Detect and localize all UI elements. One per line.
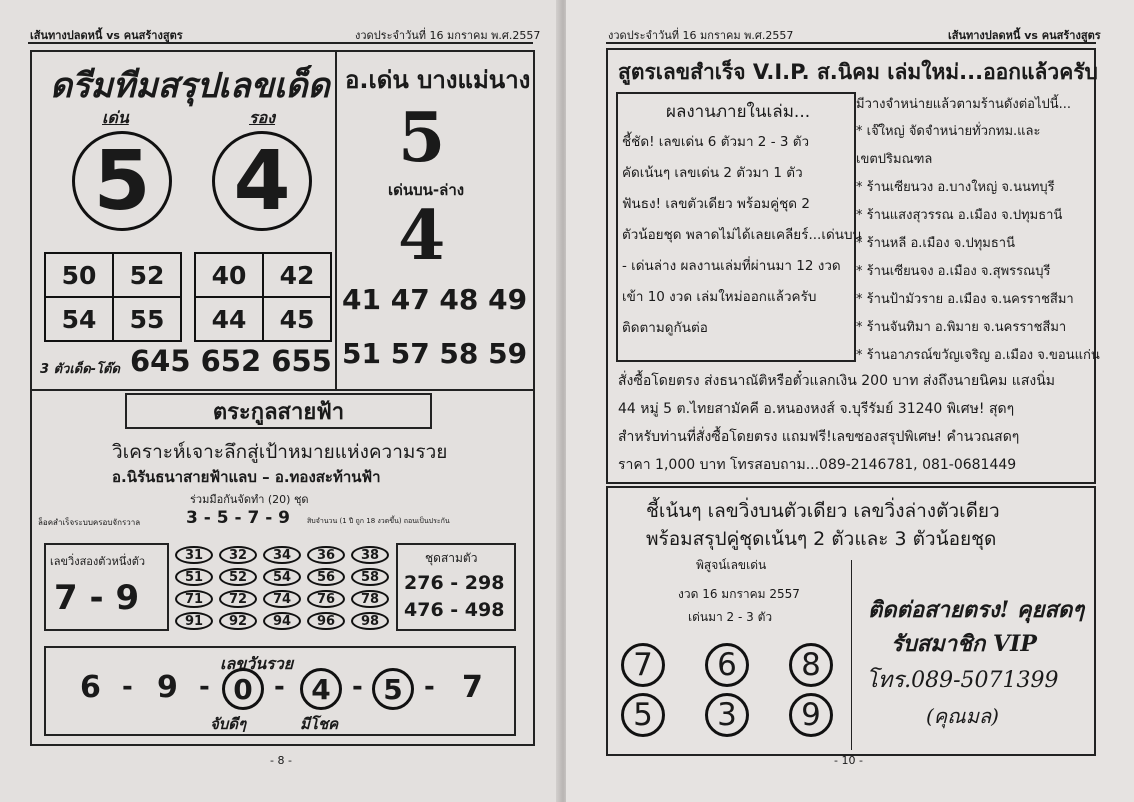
- daily-label: เลขวันรวย: [220, 654, 294, 673]
- left-header-date: งวดประจำวันที่ 16 มกราคม พ.ศ.2557: [355, 29, 541, 42]
- vip-headline: สูตรเลขสำเร็จ V.I.P. ส.นิคม เล่มใหม่...ออกแล้วครับ: [618, 60, 1098, 84]
- teacher-digit-top: 5: [398, 98, 446, 178]
- grid-cell: 44: [194, 296, 264, 342]
- proof-digit-circle: 5: [621, 693, 665, 737]
- number-pill: 58: [351, 568, 389, 586]
- number-pill: 34: [263, 546, 301, 564]
- number-pill: 96: [307, 612, 345, 630]
- proof-digit-circle: 6: [705, 643, 749, 687]
- number-pill: 56: [307, 568, 345, 586]
- inner-line: ชี้ชัด! เลขเด่น 6 ตัวมา 2 - 3 ตัว: [622, 134, 810, 150]
- proof-note: เด่นมา 2 - 3 ตัว: [688, 610, 773, 624]
- proof-date: งวด 16 มกราคม 2557: [678, 587, 800, 601]
- number-pill: 54: [263, 568, 301, 586]
- grid-cell: 55: [112, 296, 182, 342]
- daily-dash: -: [274, 672, 285, 702]
- number-pill: 98: [351, 612, 389, 630]
- two-digit-value: 7 - 9: [54, 578, 140, 618]
- proof-digit-circle: 9: [789, 693, 833, 737]
- daily-digit: 6: [80, 670, 101, 705]
- section-title: ตระกูลสายฟ้า: [125, 393, 432, 429]
- right-page-number: - 10 -: [834, 754, 863, 767]
- second-digit-circle: 4: [212, 131, 312, 231]
- proof-divider: [851, 560, 852, 750]
- shop-item: * ร้านอาภรณ์ขวัญเจริญ อ.เมือง จ.ขอนแก่น: [856, 348, 1100, 363]
- daily-digit: 7: [462, 670, 483, 705]
- daily-dash: -: [122, 672, 133, 702]
- teacher-name: อ.เด่น บางแม่นาง: [345, 66, 531, 94]
- number-pill: 76: [307, 590, 345, 608]
- promo-line-2: พร้อมสรุปคู่ชุดเน้นๆ 2 ตัวและ 3 ตัวน้อยชุด: [646, 528, 997, 550]
- lock-numbers: 3 - 5 - 7 - 9: [186, 508, 290, 528]
- grid-cell: 50: [44, 252, 114, 298]
- contact-line-1: ติดต่อสายตรง! คุยสดๆ: [868, 597, 1085, 623]
- left-hrule: [30, 389, 535, 391]
- right-header-date: งวดประจำวันที่ 16 มกราคม พ.ศ.2557: [608, 29, 794, 42]
- shop-item: * ร้านป้ามัวราย อ.เมือง จ.นครราชสีมา: [856, 292, 1074, 307]
- left-header-rule: [28, 42, 533, 44]
- left-page: [0, 0, 560, 802]
- number-pill: 71: [175, 590, 213, 608]
- inner-title: ผลงานภายในเล่ม...: [666, 102, 811, 122]
- daily-dash: -: [424, 672, 435, 702]
- daily-digit: 9: [157, 670, 178, 705]
- number-pill: 51: [175, 568, 213, 586]
- daily-digit-circled: 0: [222, 668, 264, 710]
- shop-item: * ร้านจันทิมา อ.พิมาย จ.นครราชสีมา: [856, 320, 1067, 335]
- lock-pre: ล็อคสำเร็จระบบครอบจักรวาล: [38, 518, 141, 527]
- shop-item: * ร้านเซียนจง อ.เมือง จ.สุพรรณบุรี: [856, 264, 1051, 279]
- right-page: [566, 0, 1134, 802]
- proof-digit-circle: 7: [621, 643, 665, 687]
- three-digit-numbers: 645 652 655: [130, 344, 332, 378]
- number-pill: 72: [219, 590, 257, 608]
- main-digit-circle: 5: [72, 131, 172, 231]
- teacher-label: เด่นบน-ล่าง: [388, 181, 465, 199]
- contact-line-2: รับสมาชิก VIP: [891, 631, 1037, 657]
- right-header-rule: [606, 42, 1096, 44]
- shop-item: เขตปริมณฑล: [856, 152, 933, 167]
- order-line: สั่งซื้อโดยตรง ส่งธนาณัติหรือตั๋วแลกเงิน 200 บาท ส่งถึงนายนิคม แสงนิ่ม: [618, 373, 1056, 389]
- promo-line-1: ชี้เน้นๆ เลขวิ่งบนตัวเดียว เลขวิ่งล่างตัวเดียว: [646, 500, 1000, 522]
- grid-cell: 45: [262, 296, 332, 342]
- teacher-row-1: 41 47 48 49: [342, 283, 528, 316]
- proof-digit-circle: 3: [705, 693, 749, 737]
- right-header-title: เส้นทางปลดหนี้ vs คนสร้างสูตร: [948, 29, 1101, 42]
- inner-line: ตัวน้อยชุด พลาดไม่ได้เลยเคลียร์...เด่นบน: [622, 227, 862, 243]
- lucky-text-2: มีโชค: [300, 715, 339, 733]
- dream-team-banner: ดรีมทีมสรุปเลขเด็ด: [50, 66, 330, 106]
- inner-line: ฟันธง! เลขตัวเดียว พร้อมคู่ชุด 2: [622, 196, 810, 212]
- label-main: เด่น: [102, 108, 129, 127]
- daily-digit-circled: 5: [372, 668, 414, 710]
- lock-post: สิบจำนวน (1 ปี ถูก 18 งวดขึ้น) ถอนเป็นประกัน: [307, 517, 450, 525]
- number-pill: 38: [351, 546, 389, 564]
- authors-line: อ.นิรันธนาสายฟ้าแลบ – อ.ทองสะท้านฟ้า: [112, 468, 381, 486]
- proof-title: พิสูจน์เลขเด่น: [696, 558, 767, 572]
- number-pill: 32: [219, 546, 257, 564]
- grid-cell: 54: [44, 296, 114, 342]
- two-digit-label: เลขวิ่งสองตัวหนึ่งตัว: [50, 555, 146, 568]
- analysis-line: วิเคราะห์เจาะลึกสู่เป้าหมายแห่งความรวย: [112, 441, 448, 463]
- number-pill: 36: [307, 546, 345, 564]
- order-line: 44 หมู่ 5 ต.ไทยสามัคคี อ.หนองหงส์ จ.บุรีรัมย์ 31240 พิเศษ! สุดๆ: [618, 401, 1015, 417]
- contact-phone: โทร.089-5071399: [866, 668, 1059, 693]
- three-digit-label: 3 ตัวเด็ด-โต๊ด: [40, 362, 120, 377]
- left-page-number: - 8 -: [270, 754, 292, 767]
- daily-dash: -: [352, 672, 363, 702]
- left-divider: [335, 50, 337, 390]
- left-header-title: เส้นทางปลดหนี้ vs คนสร้างสูตร: [30, 29, 183, 42]
- three-set-1: 276 - 298: [404, 572, 505, 594]
- shop-item: * ร้านหลี อ.เมือง จ.ปทุมธานี: [856, 236, 1015, 251]
- grid-cell: 52: [112, 252, 182, 298]
- order-line: ราคา 1,000 บาท โทรสอบถาม...089-2146781, 081-0681449: [618, 457, 1017, 473]
- shop-item: * เจ๊ใหญ่ จัดจำหน่ายทั่วกทม.และ: [856, 124, 1041, 139]
- number-pill: 78: [351, 590, 389, 608]
- shop-item: * ร้านเซียนวง อ.บางใหญ่ จ.นนทบุรี: [856, 180, 1055, 195]
- number-pill: 94: [263, 612, 301, 630]
- daily-digit-circled: 4: [300, 668, 342, 710]
- contact-name: (คุณมล): [926, 704, 999, 728]
- three-set-label: ชุดสามตัว: [425, 551, 478, 565]
- inner-line: คัดเน้นๆ เลขเด่น 2 ตัวมา 1 ตัว: [622, 165, 803, 181]
- daily-dash: -: [199, 672, 210, 702]
- number-pill: 52: [219, 568, 257, 586]
- number-pill: 31: [175, 546, 213, 564]
- proof-digit-circle: 8: [789, 643, 833, 687]
- number-pill: 74: [263, 590, 301, 608]
- number-pill: 91: [175, 612, 213, 630]
- shops-intro: มีวางจำหน่ายแล้วตามร้านดังต่อไปนี้...: [856, 97, 1072, 112]
- teacher-digit-bottom: 4: [398, 196, 446, 276]
- order-line: สำหรับท่านที่สั่งซื้อโดยตรง แถมฟรี!เลขซองสรุปพิเศษ! คำนวณสดๆ: [618, 429, 1020, 445]
- inner-line: - เด่นล่าง ผลงานเล่มที่ผ่านมา 12 งวด: [622, 258, 841, 274]
- three-set-2: 476 - 498: [404, 599, 505, 621]
- teacher-row-2: 51 57 58 59: [342, 337, 528, 370]
- label-second: รอง: [249, 108, 276, 127]
- grid-cell: 42: [262, 252, 332, 298]
- shop-item: * ร้านแสงสุวรรณ อ.เมือง จ.ปทุมธานี: [856, 208, 1063, 223]
- inner-line: ติดตามดูกันต่อ: [622, 320, 708, 336]
- number-pill: 92: [219, 612, 257, 630]
- sets-line: ร่วมมือกันจัดทำ (20) ชุด: [190, 493, 309, 506]
- inner-line: เข้า 10 งวด เล่มใหม่ออกแล้วครับ: [622, 289, 817, 305]
- grid-cell: 40: [194, 252, 264, 298]
- lucky-text-1: จับดีๆ: [210, 715, 247, 733]
